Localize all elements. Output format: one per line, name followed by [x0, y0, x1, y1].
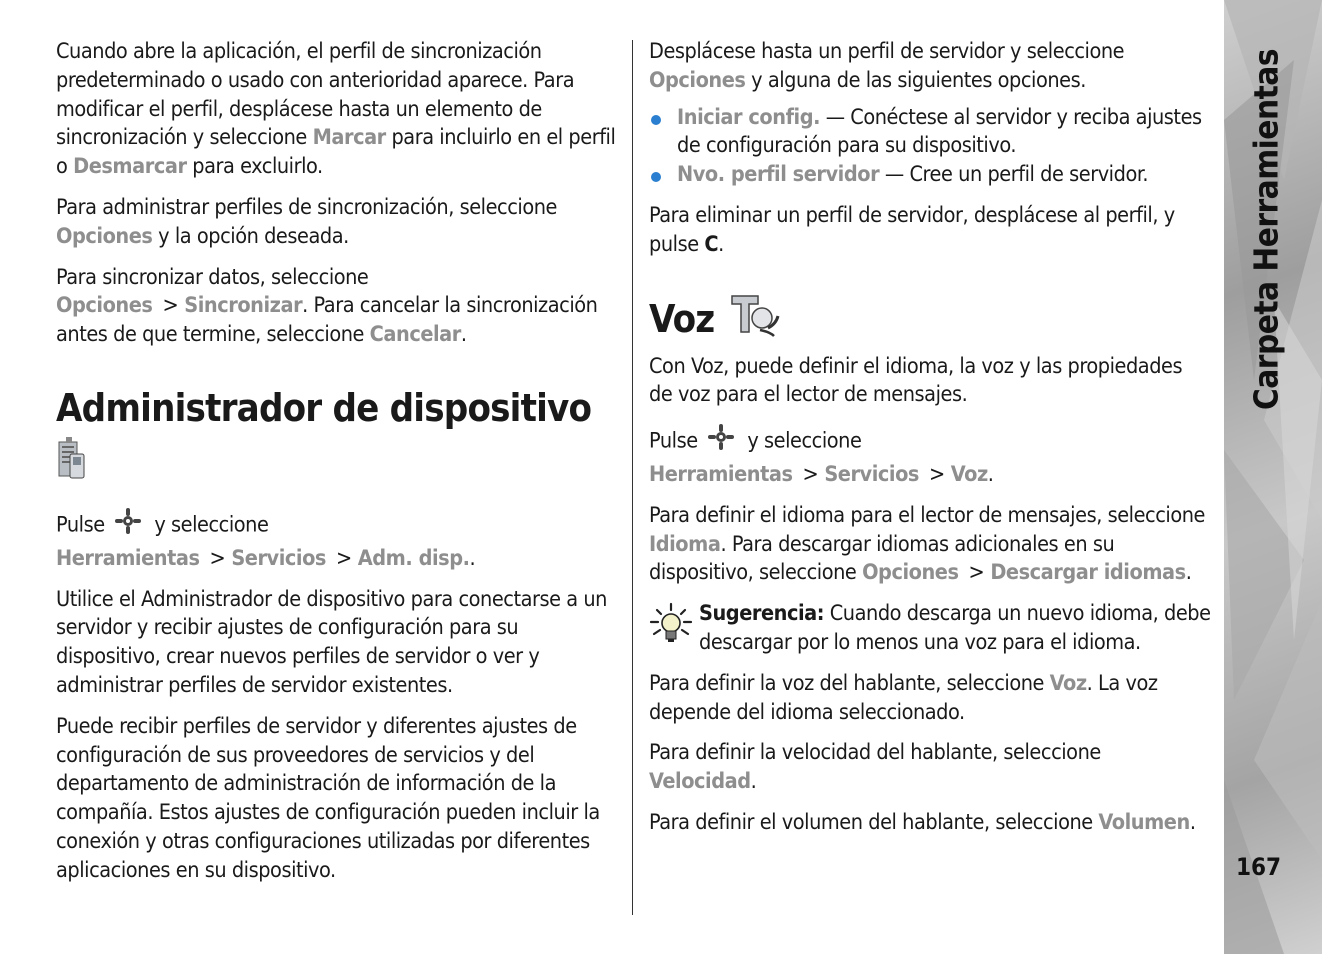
- option-desmarcar: Desmarcar: [73, 154, 187, 180]
- device-manager-icon: [56, 436, 618, 480]
- option-term: Iniciar config.: [677, 104, 821, 130]
- paragraph-device-manager-use: Utilice el Administrador de dispositivo para conectarse a un servidor y recibir ajustes de configuración para su dispositivo, crear nuevos perfiles de servidor o ver y administrar perfiles de servidor existentes.: [56, 586, 607, 698]
- speech-icon: [728, 292, 782, 347]
- option-opciones: Opciones: [862, 560, 959, 586]
- option-opciones: Opciones: [649, 67, 746, 93]
- right-column: [649, 38, 1211, 850]
- path-separator: >: [162, 293, 179, 319]
- text: Para eliminar un perfil de servidor, desplácese al perfil, y pulse: [649, 202, 1175, 257]
- menu-key-icon: [706, 422, 736, 461]
- menu-key-icon: [113, 506, 143, 545]
- option-idioma: Idioma: [649, 531, 721, 557]
- option-term: Nvo. perfil servidor: [677, 162, 880, 188]
- paragraph-voz-path: [649, 422, 1211, 490]
- page-number: 167: [1236, 853, 1282, 881]
- option-sincronizar: Sincronizar: [184, 293, 303, 319]
- options-list: [649, 104, 1211, 190]
- option-descargar-idiomas: Descargar idiomas: [990, 560, 1186, 586]
- text: .: [469, 545, 476, 571]
- text: . Para descargar idiomas adicionales en su dispositivo, seleccione: [649, 531, 1115, 586]
- text: y seleccione: [148, 512, 269, 538]
- list-item: [649, 104, 1211, 162]
- text: Para definir el idioma para el lector de mensajes, seleccione: [649, 502, 1205, 528]
- text: .: [987, 461, 994, 487]
- menu-herramientas: Herramientas: [649, 461, 793, 487]
- text: y alguna de las siguientes opciones.: [745, 67, 1086, 93]
- paragraph-device-manager-path: [56, 506, 618, 574]
- text: .: [1189, 809, 1196, 835]
- option-description: — Cree un perfil de servidor.: [879, 162, 1149, 188]
- path-separator: >: [802, 461, 819, 487]
- list-item: [649, 161, 1211, 190]
- text: Cuando descarga un nuevo idioma, debe descargar por lo menos una voz para el idioma.: [699, 601, 1211, 655]
- option-volumen: Volumen: [1098, 809, 1190, 835]
- tip-text: [699, 600, 1211, 658]
- text: Para definir la voz del hablante, seleccione: [649, 670, 1050, 696]
- text: Desplácese hasta un perfil de servidor y seleccione: [649, 39, 1125, 64]
- text: para incluirlo en el perfil o: [56, 125, 616, 180]
- option-opciones: Opciones: [56, 223, 153, 249]
- text: para excluirlo.: [186, 154, 323, 180]
- path-separator: >: [929, 461, 945, 487]
- path-separator: >: [336, 545, 352, 571]
- text: Pulse: [649, 428, 698, 454]
- option-description: — Conéctese al servidor y reciba ajustes de configuración para su dispositivo.: [677, 104, 1202, 159]
- paragraph-volume: [649, 809, 1211, 838]
- text: .: [718, 231, 724, 257]
- text: .: [750, 769, 757, 795]
- text: y seleccione: [741, 428, 862, 454]
- paragraph-speed: [649, 739, 1211, 797]
- section-heading-voz: [649, 292, 1211, 347]
- column-divider: [632, 40, 633, 915]
- lightbulb-icon: [649, 600, 699, 658]
- paragraph-manage-profiles: [56, 194, 618, 252]
- text: Para sincronizar datos, seleccione: [56, 264, 369, 290]
- paragraph-voz-intro: Con Voz, puede definir el idioma, la voz y las propiedades de voz para el lector de mensajes.: [649, 353, 1183, 408]
- option-opciones: Opciones: [56, 293, 153, 319]
- tip-box: [649, 600, 1211, 658]
- tip-label: Sugerencia:: [699, 601, 825, 627]
- text: Pulse: [56, 512, 105, 538]
- text: Cuando abre la aplicación, el perfil de sincronización predeterminado o usado con anterioridad aparece. Para modificar el perfil, desplácese hasta un elemento de sincronización y seleccione: [56, 39, 575, 151]
- option-voz: Voz: [1049, 670, 1087, 696]
- paragraph-language: [649, 502, 1211, 588]
- text: Para definir el volumen del hablante, seleccione: [649, 809, 1099, 835]
- option-velocidad: Velocidad: [649, 769, 751, 795]
- menu-servicios: Servicios: [231, 545, 326, 571]
- text: .: [1185, 560, 1192, 586]
- paragraph-voice: [649, 670, 1211, 728]
- menu-voz: Voz: [950, 461, 988, 487]
- text: .: [460, 322, 467, 348]
- text: Para administrar perfiles de sincronización, seleccione: [56, 194, 558, 220]
- key-c: C: [704, 231, 719, 257]
- option-cancelar: Cancelar: [369, 322, 461, 348]
- section-heading-device-manager: Administrador de dispositivo: [56, 385, 592, 430]
- path-separator: >: [209, 545, 226, 571]
- paragraph-sync-data: [56, 264, 618, 350]
- text: y la opción deseada.: [152, 223, 349, 249]
- menu-herramientas: Herramientas: [56, 545, 200, 571]
- text: . La voz depende del idioma seleccionado.: [649, 670, 1158, 725]
- bullet: [651, 172, 661, 182]
- menu-servicios: Servicios: [824, 461, 919, 487]
- option-marcar: Marcar: [312, 125, 386, 151]
- text: . Para cancelar la sincronización antes de que termine, seleccione: [56, 293, 598, 348]
- menu-adm-disp: Adm. disp.: [357, 545, 470, 571]
- text: Para definir la velocidad del hablante, seleccione: [649, 740, 1101, 766]
- chapter-title-text: Carpeta Herramientas: [1246, 49, 1286, 411]
- paragraph-server-profiles: Puede recibir perfiles de servidor y diferentes ajustes de configuración de sus proveedores de servicios y del departamento de administración de información de la compañía. Estos ajustes de configuración pueden incluir la conexión y otras configuraciones utilizadas por diferentes aplicaciones en su dispositivo.: [56, 713, 600, 883]
- paragraph-delete-profile: [649, 202, 1211, 260]
- left-column: [56, 38, 618, 898]
- path-separator: >: [968, 560, 985, 586]
- paragraph-profile-edit: [56, 38, 618, 182]
- paragraph-server-profile-options: [649, 38, 1211, 96]
- heading-text: Voz: [649, 297, 715, 342]
- bullet: [651, 115, 661, 125]
